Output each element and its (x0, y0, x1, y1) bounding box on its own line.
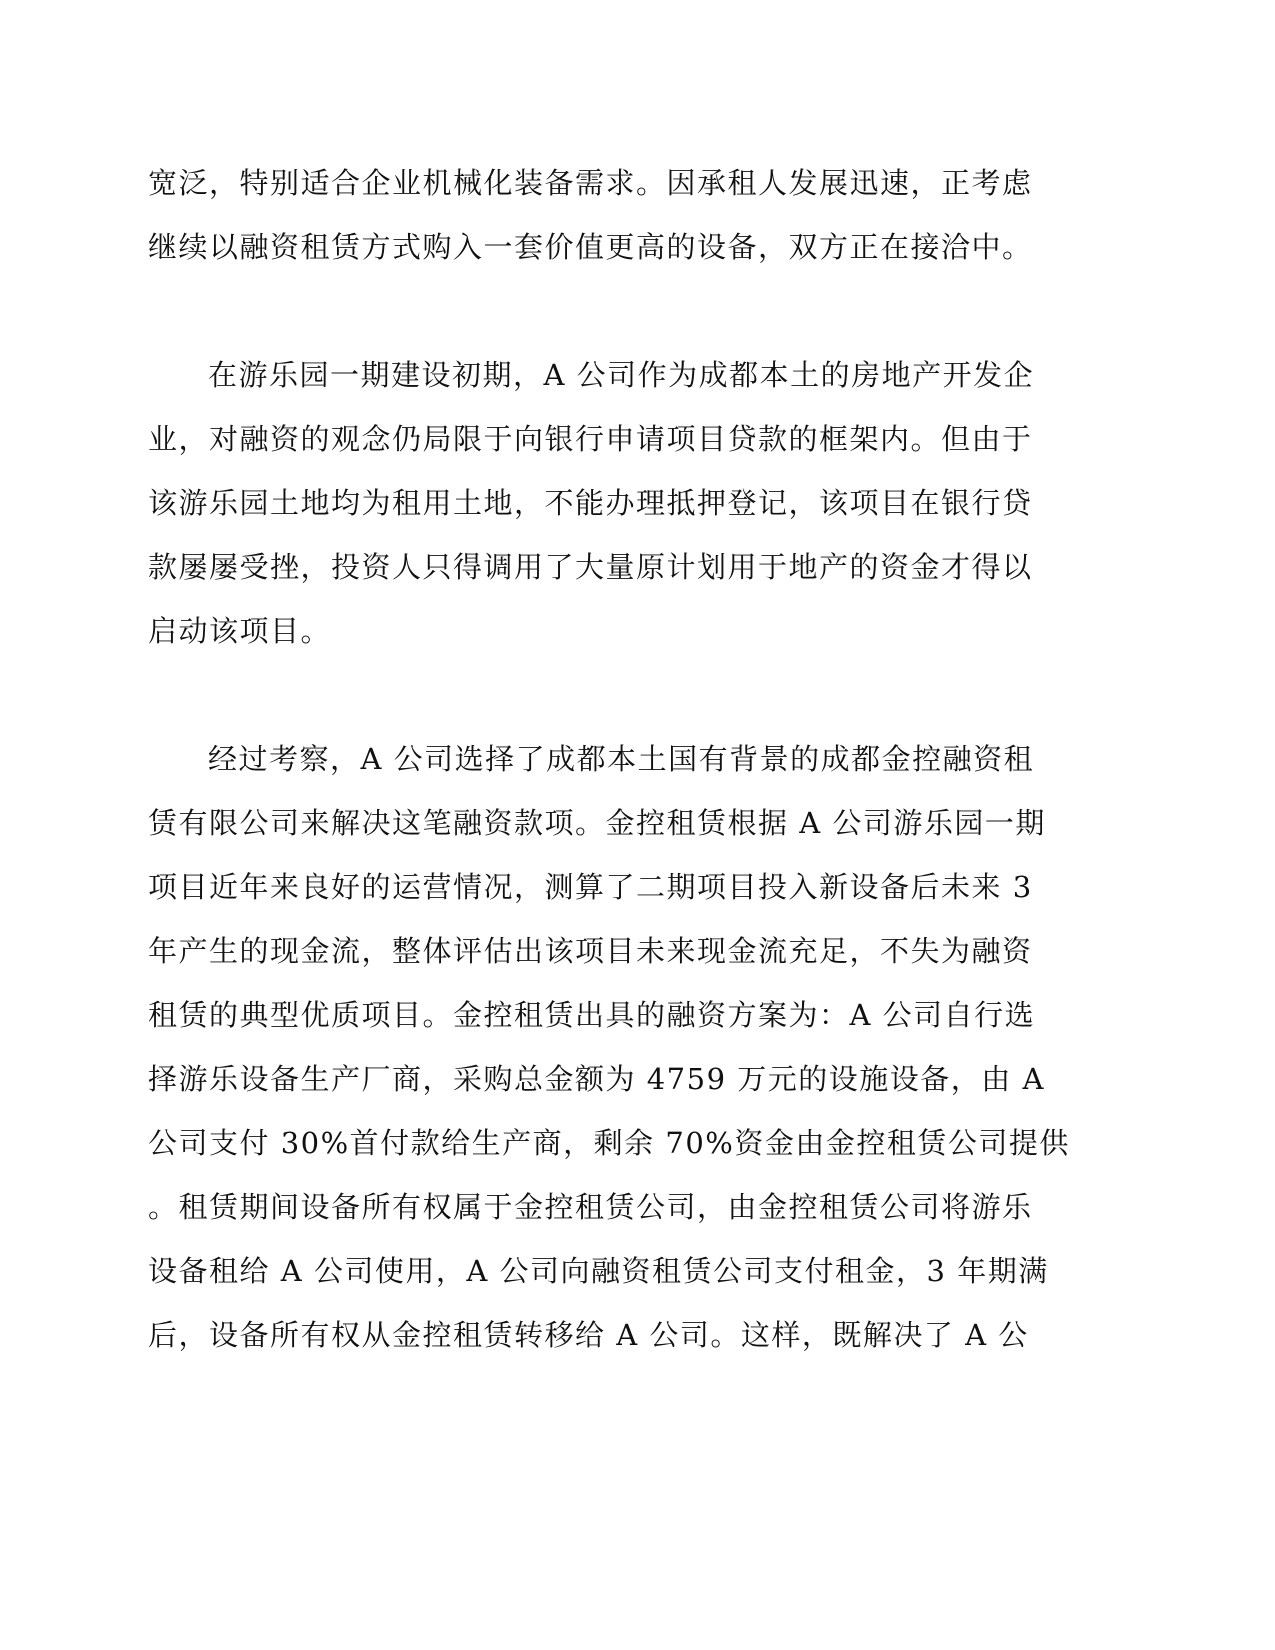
text-line: 设备租给 A 公司使用，A 公司向融资租赁公司支付租金，3 年期满 (148, 1254, 1049, 1288)
text-line: 后，设备所有权从金控租赁转移给 A 公司。这样，既解决了 A 公 (148, 1318, 1029, 1352)
paragraph-amusement-park-financing (148, 343, 1088, 663)
text-line: 年产生的现金流，整体评估出该项目未来现金流充足，不失为融资 (148, 934, 1033, 968)
paragraph-leasing-plan (148, 727, 1088, 1367)
text-line: 公司支付 30%首付款给生产商，剩余 70%资金由金控租赁公司提供 (148, 1126, 1070, 1160)
text-line: 赁有限公司来解决这笔融资款项。金控租赁根据 A 公司游乐园一期 (148, 806, 1046, 840)
paragraph-equipment-leasing (148, 151, 1088, 279)
text-line: 。租赁期间设备所有权属于金控租赁公司，由金控租赁公司将游乐 (148, 1190, 1033, 1224)
text-line: 继续以融资租赁方式购入一套价值更高的设备，双方正在接洽中。 (148, 230, 1033, 264)
text-line: 择游乐设备生产厂商，采购总金额为 4759 万元的设施设备，由 A (148, 1062, 1045, 1096)
text-line: 业，对融资的观念仍局限于向银行申请项目贷款的框架内。但由于 (148, 422, 1033, 456)
text-line: 经过考察，A 公司选择了成都本土国有背景的成都金控融资租 (208, 742, 1035, 776)
text-line: 租赁的典型优质项目。金控租赁出具的融资方案为：A 公司自行选 (148, 998, 1036, 1032)
text-line: 该游乐园土地均为租用土地，不能办理抵押登记，该项目在银行贷 (148, 486, 1033, 520)
text-line: 在游乐园一期建设初期，A 公司作为成都本土的房地产开发企 (208, 358, 1035, 392)
text-line: 宽泛，特别适合企业机械化装备需求。因承租人发展迅速，正考虑 (148, 166, 1033, 200)
text-line: 项目近年来良好的运营情况，测算了二期项目投入新设备后未来 3 (148, 870, 1033, 904)
text-line: 款屡屡受挫，投资人只得调用了大量原计划用于地产的资金才得以 (148, 550, 1033, 584)
text-line: 启动该项目。 (148, 614, 332, 648)
